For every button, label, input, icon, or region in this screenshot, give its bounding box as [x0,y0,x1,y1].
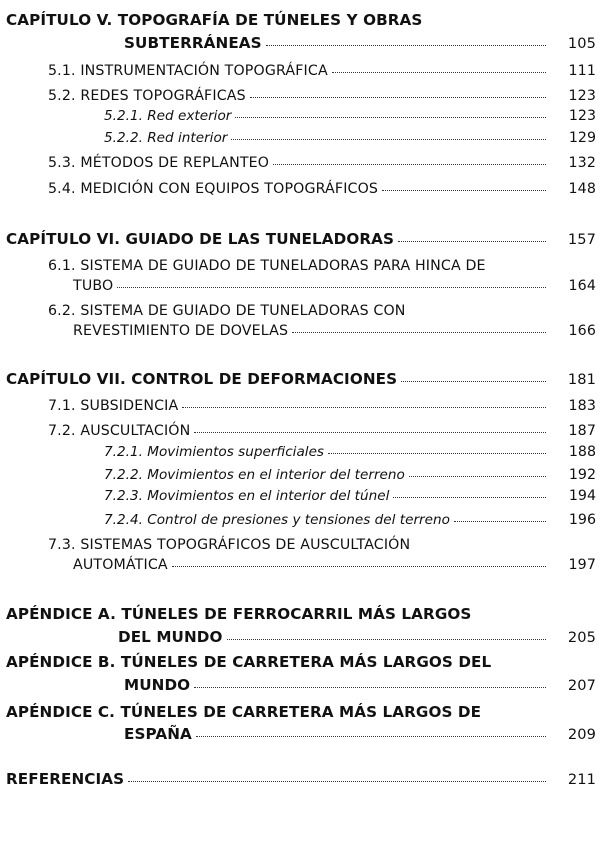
page-number: 196 [568,512,596,528]
page-number: 194 [568,488,596,504]
toc-entry-title: TUBO [73,278,114,294]
toc-entry-title: 7.2. AUSCULTACIÓN [48,423,191,439]
dot-leader [292,332,546,333]
toc-entry[interactable] [73,323,596,339]
dot-leader [328,453,546,454]
page-number: 187 [568,423,596,439]
toc-entry-first-line: APÉNDICE C. TÚNELES DE CARRETERA MÁS LARGOS DE [6,703,482,721]
toc-entry-title: MUNDO [124,676,191,694]
toc-entry[interactable] [104,444,596,460]
toc-entry-title: 7.2.4. Control de presiones y tensiones del terreno [104,512,450,528]
toc-entry[interactable] [48,423,596,439]
page-number: 164 [568,278,596,294]
page-number: 211 [567,771,596,788]
dot-leader [250,97,546,98]
toc-entry[interactable] [73,278,596,294]
toc-entry[interactable] [104,108,596,124]
dot-leader [409,476,546,477]
toc-entry-title: 5.2.1. Red exterior [104,108,232,124]
dot-leader [235,117,546,118]
dot-leader [382,190,546,191]
toc-entry-first-line: APÉNDICE B. TÚNELES DE CARRETERA MÁS LARGOS DEL [6,653,492,671]
page-number: 148 [568,181,596,197]
toc-entry[interactable] [48,181,596,197]
toc-entry[interactable] [104,488,596,504]
dot-leader [227,639,546,640]
toc-entry-first-line: CAPÍTULO V. TOPOGRAFÍA DE TÚNELES Y OBRAS [6,11,423,29]
toc-entry-first-line: 7.3. SISTEMAS TOPOGRÁFICOS DE AUSCULTACIÓN [48,537,411,553]
toc-entry[interactable] [48,155,596,171]
toc-entry-title: 5.2.2. Red interior [104,130,228,146]
page-number: 209 [567,726,596,743]
toc-entry[interactable] [6,370,596,388]
dot-leader [454,521,546,522]
toc-entry-title: 7.2.1. Movimientos superficiales [104,444,325,460]
toc-entry[interactable] [124,676,596,694]
toc-entry[interactable] [104,467,596,483]
toc-entry-title: REVESTIMIENTO DE DOVELAS [73,323,289,339]
toc-entry[interactable] [104,512,596,528]
page-number: 123 [568,108,596,124]
page-number: 181 [567,371,596,388]
toc-entry[interactable] [48,63,596,79]
toc-entry-title: 5.3. MÉTODOS DE REPLANTEO [48,155,270,171]
toc-entry[interactable] [48,88,596,104]
dot-leader [182,407,546,408]
dot-leader [231,139,546,140]
toc-entry-title: 5.4. MEDICIÓN CON EQUIPOS TOPOGRÁFICOS [48,181,379,197]
toc-entry-title: 7.2.3. Movimientos en el interior del túnel [104,488,390,504]
page-number: 205 [567,629,596,646]
page-number: 157 [567,231,596,248]
toc-entry-title: CAPÍTULO VI. GUIADO DE LAS TUNELADORAS [6,230,395,248]
toc-entry-title: 7.1. SUBSIDENCIA [48,398,179,414]
page-number: 197 [568,557,596,573]
toc-entry-title: SUBTERRÁNEAS [124,34,262,52]
page-number: 207 [567,677,596,694]
toc-entry[interactable] [124,725,596,743]
page-number: 111 [568,63,596,79]
page-number: 105 [567,35,596,52]
page-number: 123 [568,88,596,104]
dot-leader [273,164,546,165]
dot-leader [393,497,546,498]
page-number: 129 [568,130,596,146]
dot-leader [332,72,546,73]
toc-entry-title: REFERENCIAS [6,770,125,788]
toc-entry-title: 5.1. INSTRUMENTACIÓN TOPOGRÁFICA [48,63,328,79]
toc-entry-first-line: 6.1. SISTEMA DE GUIADO DE TUNELADORAS PARA HINCA DE [48,258,486,274]
dot-leader [194,432,546,433]
page-number: 183 [568,398,596,414]
page-number: 166 [568,323,596,339]
page-number: 192 [568,467,596,483]
toc-entry[interactable] [104,130,596,146]
toc-entry[interactable] [6,230,596,248]
dot-leader [196,736,546,737]
dot-leader [172,566,546,567]
toc-entry-title: AUTOMÁTICA [73,557,168,573]
toc-entry[interactable] [124,34,596,52]
toc-entry-title: 7.2.2. Movimientos en el interior del terreno [104,467,405,483]
dot-leader [117,287,546,288]
page-number: 188 [568,444,596,460]
page-number: 132 [568,155,596,171]
dot-leader [266,45,546,46]
toc-entry[interactable] [118,628,596,646]
toc-entry-title: 5.2. REDES TOPOGRÁFICAS [48,88,246,104]
dot-leader [128,781,546,782]
toc-entry[interactable] [73,557,596,573]
toc-entry-title: CAPÍTULO VII. CONTROL DE DEFORMACIONES [6,370,398,388]
toc-entry-first-line: APÉNDICE A. TÚNELES DE FERROCARRIL MÁS LARGOS [6,605,472,623]
dot-leader [398,241,546,242]
toc-entry[interactable] [6,770,596,788]
toc-entry-first-line: 6.2. SISTEMA DE GUIADO DE TUNELADORAS CON [48,303,406,319]
toc-entry-title: DEL MUNDO [118,628,223,646]
toc-entry[interactable] [48,398,596,414]
dot-leader [194,687,546,688]
dot-leader [401,381,546,382]
toc-entry-title: ESPAÑA [124,725,192,743]
